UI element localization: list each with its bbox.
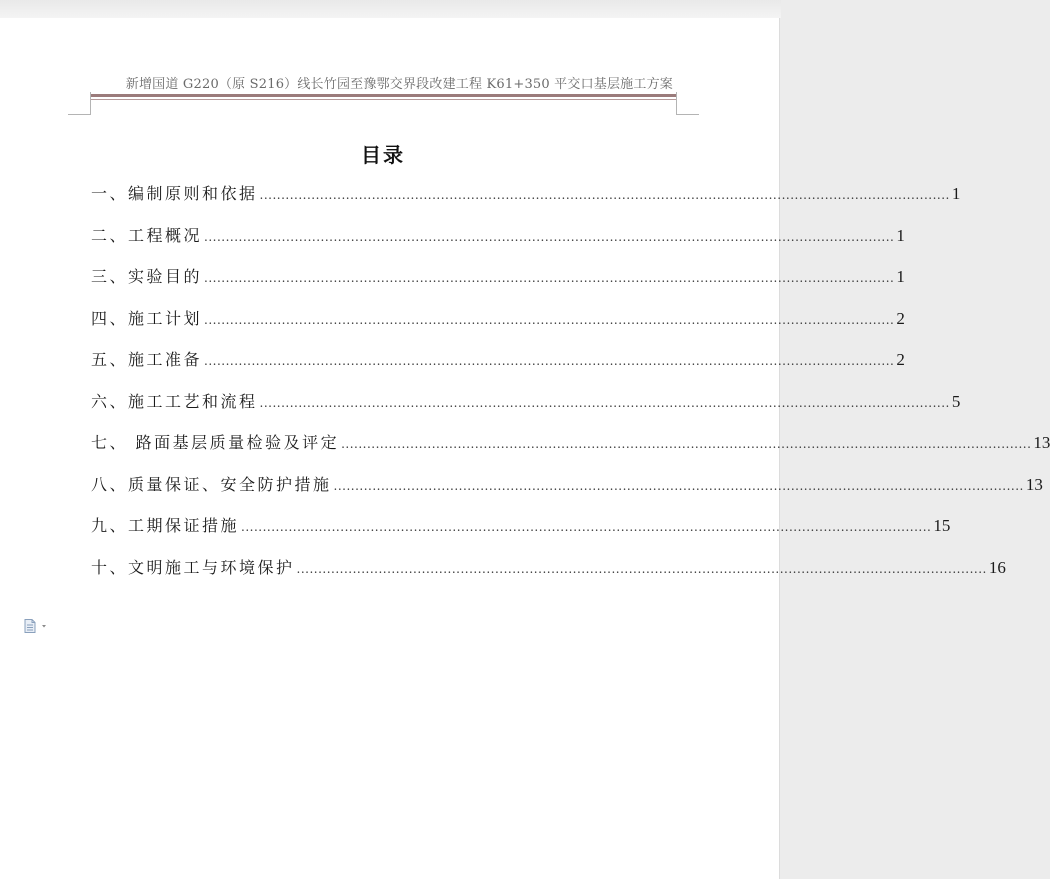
toc-entry[interactable] xyxy=(91,555,1006,577)
toc-entry-page: 2 xyxy=(896,350,905,369)
toc-entry-page: 15 xyxy=(933,516,951,535)
window-top-strip xyxy=(0,0,781,18)
toc-entry-label: 九、工期保证措施 xyxy=(91,516,240,535)
margin-corner-mark-left-vertical xyxy=(90,92,91,115)
toc-entry-label: 四、施工计划 xyxy=(91,309,203,328)
toc-entry-page: 1 xyxy=(951,184,961,203)
toc-leader-dots: ................................................................................................................................................................ xyxy=(259,396,950,410)
toc-leader-dots: ................................................................................................................................................................ xyxy=(204,271,895,285)
toc-entry-page: 13 xyxy=(1025,475,1043,494)
toc-entry-label: 八、质量保证、安全防护措施 xyxy=(91,475,332,494)
document-page xyxy=(0,18,1050,879)
toc-leader-dots: ................................................................................................................................................................ xyxy=(333,479,1024,493)
toc-entry-label: 二、工程概况 xyxy=(91,226,203,245)
margin-corner-mark-right-vertical xyxy=(676,92,677,115)
toc-entry-page: 1 xyxy=(896,267,905,286)
toc-entry-label: 十、文明施工与环境保护 xyxy=(91,558,295,577)
margin-corner-mark-left xyxy=(68,114,91,115)
header-rule-thick xyxy=(90,94,676,97)
toc-leader-dots: ................................................................................................................................................................ xyxy=(241,520,932,534)
toc-entry[interactable] xyxy=(91,264,905,286)
toc-entry[interactable] xyxy=(91,347,905,369)
toc-entry-label: 六、施工工艺和流程 xyxy=(91,392,258,411)
toc-entry[interactable] xyxy=(91,389,961,411)
toc-entry-label: 三、实验目的 xyxy=(91,267,203,286)
header-rule-thin xyxy=(90,99,676,100)
toc-entry-page: 13 xyxy=(1033,433,1050,452)
toc-entry[interactable] xyxy=(91,306,905,328)
toc-entry-page: 5 xyxy=(951,392,961,411)
toc-leader-dots: ................................................................................................................................................................ xyxy=(296,562,987,576)
toc-entry[interactable] xyxy=(91,430,1050,452)
toc-entry[interactable] xyxy=(91,181,961,203)
toc-title: 目录 xyxy=(361,143,405,167)
margin-corner-mark-right xyxy=(676,114,699,115)
toc-entry[interactable] xyxy=(91,223,905,245)
page-header-title: 新增国道 G220（原 S216）线长竹园至豫鄂交界段改建工程 K61+350 平交口基层施工方案 xyxy=(125,77,673,92)
toc-entry-page: 1 xyxy=(896,226,905,245)
toc-leader-dots: ................................................................................................................................................................ xyxy=(204,354,895,368)
toc-leader-dots: ................................................................................................................................................................ xyxy=(204,230,895,244)
toc-entry-label: 五、施工准备 xyxy=(91,350,203,369)
document-options-icon[interactable] xyxy=(24,618,48,632)
toc-leader-dots: ................................................................................................................................................................ xyxy=(204,313,895,327)
toc-entry[interactable] xyxy=(91,513,951,535)
toc-entry-page: 16 xyxy=(988,558,1006,577)
toc-entry-label: 一、编制原则和依据 xyxy=(91,184,258,203)
toc-entry-page: 2 xyxy=(896,309,905,328)
toc-leader-dots: ................................................................................................................................................................ xyxy=(341,437,1032,451)
toc-entry[interactable] xyxy=(91,472,1043,494)
toc-leader-dots: ................................................................................................................................................................ xyxy=(259,188,950,202)
toc-entry-label: 七、 路面基层质量检验及评定 xyxy=(91,433,340,452)
